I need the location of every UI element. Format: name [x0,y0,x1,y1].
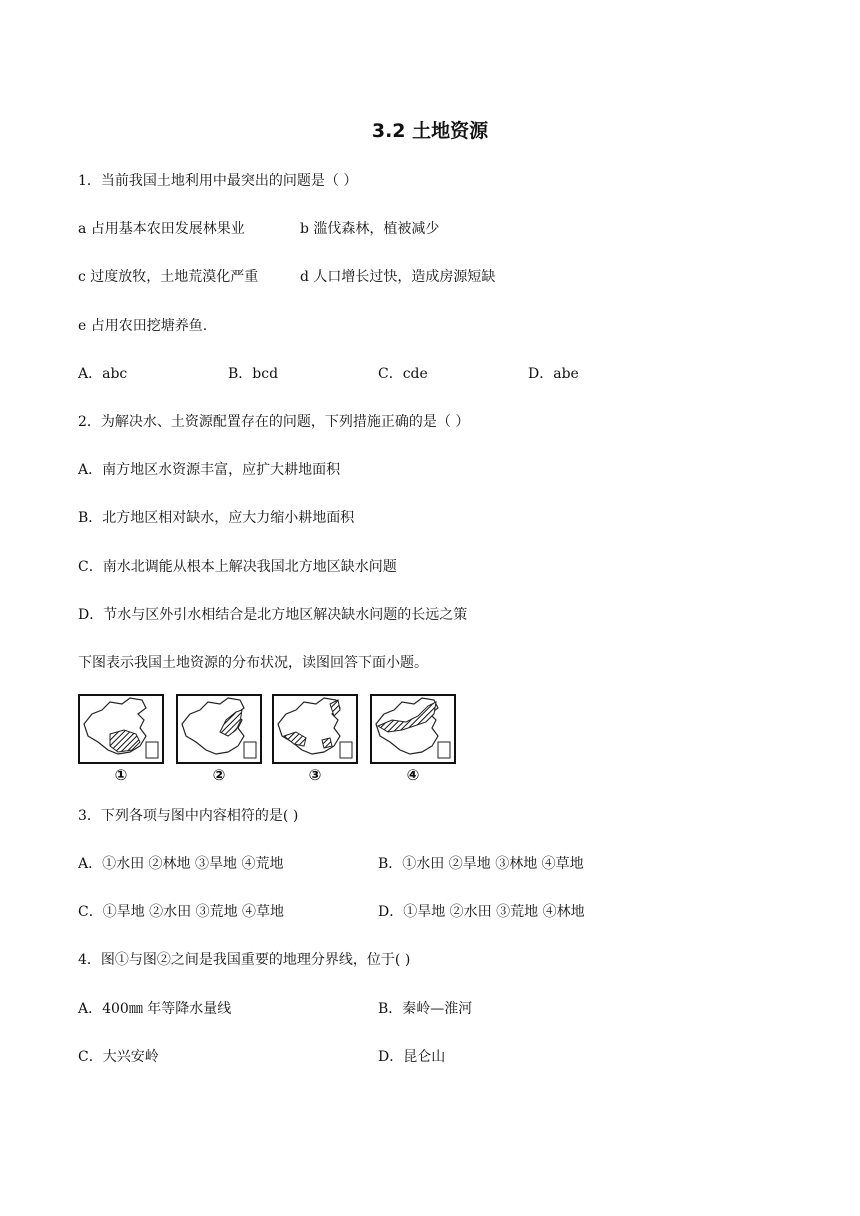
q1-item-b: b 滥伐森林，植被减少 [300,221,440,237]
q1-option-d[interactable]: D．abe [528,366,579,382]
china-map-icon [274,696,356,762]
q3-option-d[interactable]: D．①旱地 ②水田 ③荒地 ④林地 [378,904,585,920]
q4-option-d[interactable]: D．昆仑山 [378,1049,446,1065]
q2-option-a[interactable]: A．南方地区水资源丰富，应扩大耕地面积 [78,462,341,478]
q3-option-b[interactable]: B．①水田 ②旱地 ③林地 ④草地 [378,856,584,872]
q3-option-a[interactable]: A．①水田 ②林地 ③旱地 ④荒地 [78,856,284,872]
question-2-stem: 2．为解决水、土资源配置存在的问题，下列措施正确的是（ ） [78,414,470,430]
question-4-stem: 4．图①与图②之间是我国重要的地理分界线，位于( ) [78,952,411,968]
q2-option-d[interactable]: D．节水与区外引水相结合是北方地区解决缺水问题的长远之策 [78,607,468,623]
china-map-icon [178,696,260,762]
page-title: 3.2 土地资源 [371,120,489,142]
q1-item-e: e 占用农田挖塘养鱼. [78,318,208,334]
china-map-icon [80,696,162,762]
map-4 [370,694,456,764]
q1-option-b[interactable]: B．bcd [228,366,279,382]
q4-option-a[interactable]: A．400㎜ 年等降水量线 [78,1001,232,1017]
map-1 [78,694,164,764]
map-2 [176,694,262,764]
map-label-1: ① [114,766,128,784]
china-map-icon [372,696,454,762]
q1-item-a: a 占用基本农田发展林果业 [78,221,245,237]
q4-option-c[interactable]: C．大兴安岭 [78,1049,159,1065]
q1-option-a[interactable]: A．abc [78,366,128,382]
land-resource-maps [78,694,468,786]
q2-option-c[interactable]: C．南水北调能从根本上解决我国北方地区缺水问题 [78,559,397,575]
map-label-4: ④ [406,766,420,784]
q1-option-c[interactable]: C．cde [378,366,428,382]
q2-option-b[interactable]: B．北方地区相对缺水，应大力缩小耕地面积 [78,510,355,526]
q4-option-b[interactable]: B．秦岭—淮河 [378,1001,473,1017]
q1-item-c: c 过度放牧，土地荒漠化严重 [78,269,259,285]
question-3-stem: 3．下列各项与图中内容相符的是( ) [78,808,299,824]
map-label-2: ② [212,766,226,784]
map-label-3: ③ [308,766,322,784]
figure-intro: 下图表示我国土地资源的分布状况，读图回答下面小题。 [78,655,428,671]
question-1-stem: 1．当前我国土地利用中最突出的问题是（ ） [78,173,358,189]
q1-item-d: d 人口增长过快，造成房源短缺 [300,269,496,285]
q3-option-c[interactable]: C．①旱地 ②水田 ③荒地 ④草地 [78,904,285,920]
map-3 [272,694,358,764]
